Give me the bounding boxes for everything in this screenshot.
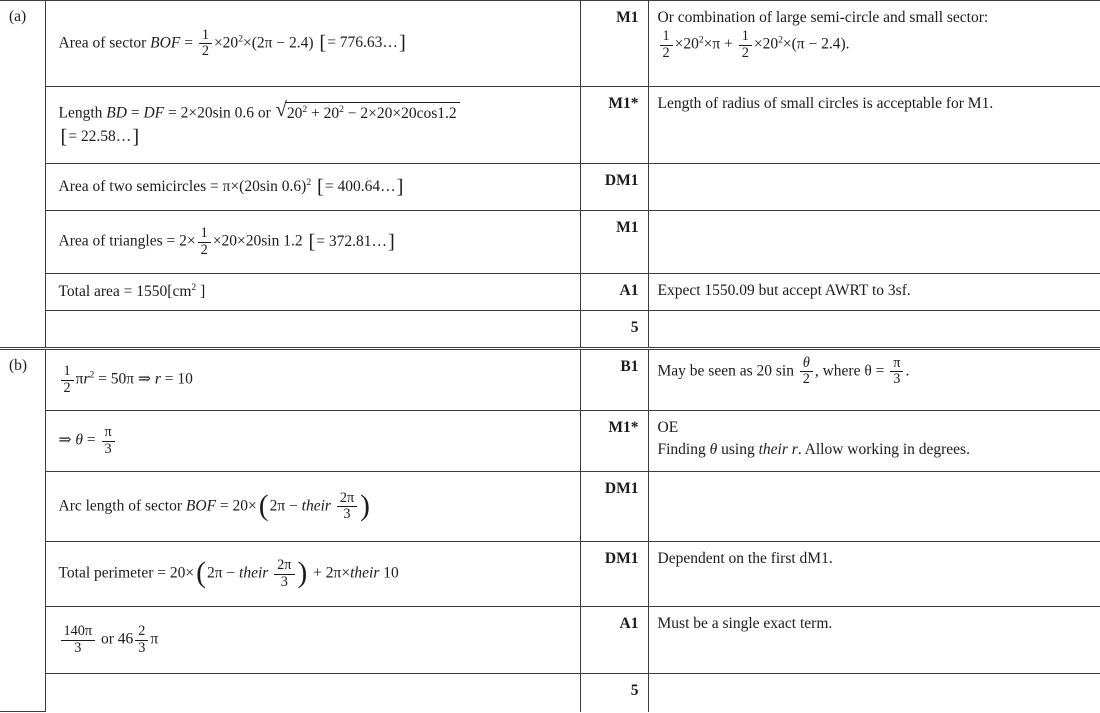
working-cell: Total perimeter = 20× ( 2π − their $\frac{2\pi}{3}$ ) + 2π×their 10 — [45, 542, 580, 607]
working-cell: Total area = $1550[cm^2$ ] — [45, 274, 580, 311]
comment-cell: Must be a single exact term. — [648, 607, 1100, 674]
mark-cell: B1 — [580, 349, 648, 411]
mark-cell: DM1 — [580, 542, 648, 607]
mark-row — [0, 1, 1100, 87]
mark-row — [0, 349, 1100, 411]
mark-total-row — [0, 674, 1100, 712]
part-label: (b) — [0, 349, 45, 712]
comment-cell: Dependent on the first dM1. — [648, 542, 1100, 607]
working-cell — [45, 674, 580, 712]
mark-row — [0, 542, 1100, 607]
mark-cell: M1 — [580, 211, 648, 274]
mark-cell: M1* — [580, 87, 648, 164]
comment-cell: Length of radius of small circles is acceptable for M1. — [648, 87, 1100, 164]
working-cell: Area of triangles = 2× $\frac{1}{2}$ ×20×20sin 1.2 [ = 372.81… ] — [45, 211, 580, 274]
comment-cell: May be seen as 20 sin $\frac{\theta}{2}$ , where θ = $\frac{\pi}{3}$ . — [648, 349, 1100, 411]
mark-total-row — [0, 311, 1100, 349]
working-cell — [45, 311, 580, 349]
working-cell: ⇒ θ = $\frac{\pi}{3}$ — [45, 411, 580, 472]
mark-cell: DM1 — [580, 472, 648, 542]
comment-cell: Expect 1550.09 but accept AWRT to 3sf. — [648, 274, 1100, 311]
part-a-section — [0, 1, 1100, 349]
mark-row — [0, 411, 1100, 472]
comment-cell — [648, 164, 1100, 211]
working-cell: Area of sector BOF = $\frac{1}{2}$ $\times 20^2\times(2\pi - 2.4)$ [ = 776.63… ] — [45, 1, 580, 87]
mark-cell: DM1 — [580, 164, 648, 211]
comment-cell — [648, 674, 1100, 712]
working-cell: Area of two semicircles = π×(20sin 0.6)$^2$ [ = 400.64… ] — [45, 164, 580, 211]
mark-row — [0, 211, 1100, 274]
mark-cell: A1 — [580, 607, 648, 674]
mark-row — [0, 87, 1100, 164]
working-cell: Length BD = DF = 2×20sin 0.6 or √ $20^2 + 20^2 - 2\times 20\times 20\cos 1.2$ [ = 22.58… ] — [45, 87, 580, 164]
mark-row — [0, 164, 1100, 211]
mark-cell: M1* — [580, 411, 648, 472]
comment-cell: Or combination of large semi-circle and small sector: $\frac{1}{2}$ $\times 20^2\times\pi$ + $\frac{1}{2}$ $\times 20^2\times(\pi - 2.4)$. — [648, 1, 1100, 87]
mark-row — [0, 607, 1100, 674]
mark-row — [0, 274, 1100, 311]
mark-total-cell: 5 — [580, 311, 648, 349]
working-cell: Arc length of sector BOF = 20× ( 2π − their $\frac{2\pi}{3}$ ) — [45, 472, 580, 542]
mark-cell: M1 — [580, 1, 648, 87]
mark-total-cell: 5 — [580, 674, 648, 712]
part-label: (a) — [0, 1, 45, 349]
working-cell: $\frac{140\pi}{3}$ or 46 $\frac{2}{3}$ π — [45, 607, 580, 674]
comment-cell — [648, 211, 1100, 274]
mark-row — [0, 472, 1100, 542]
comment-cell: OE Finding θ using their r. Allow working in degrees. — [648, 411, 1100, 472]
working-cell: $\frac{1}{2}$ $\pi r^2 = 50\pi$ ⇒ r = 10 — [45, 349, 580, 411]
mark-cell: A1 — [580, 274, 648, 311]
part-b-section — [0, 349, 1100, 712]
comment-cell — [648, 472, 1100, 542]
comment-cell — [648, 311, 1100, 349]
